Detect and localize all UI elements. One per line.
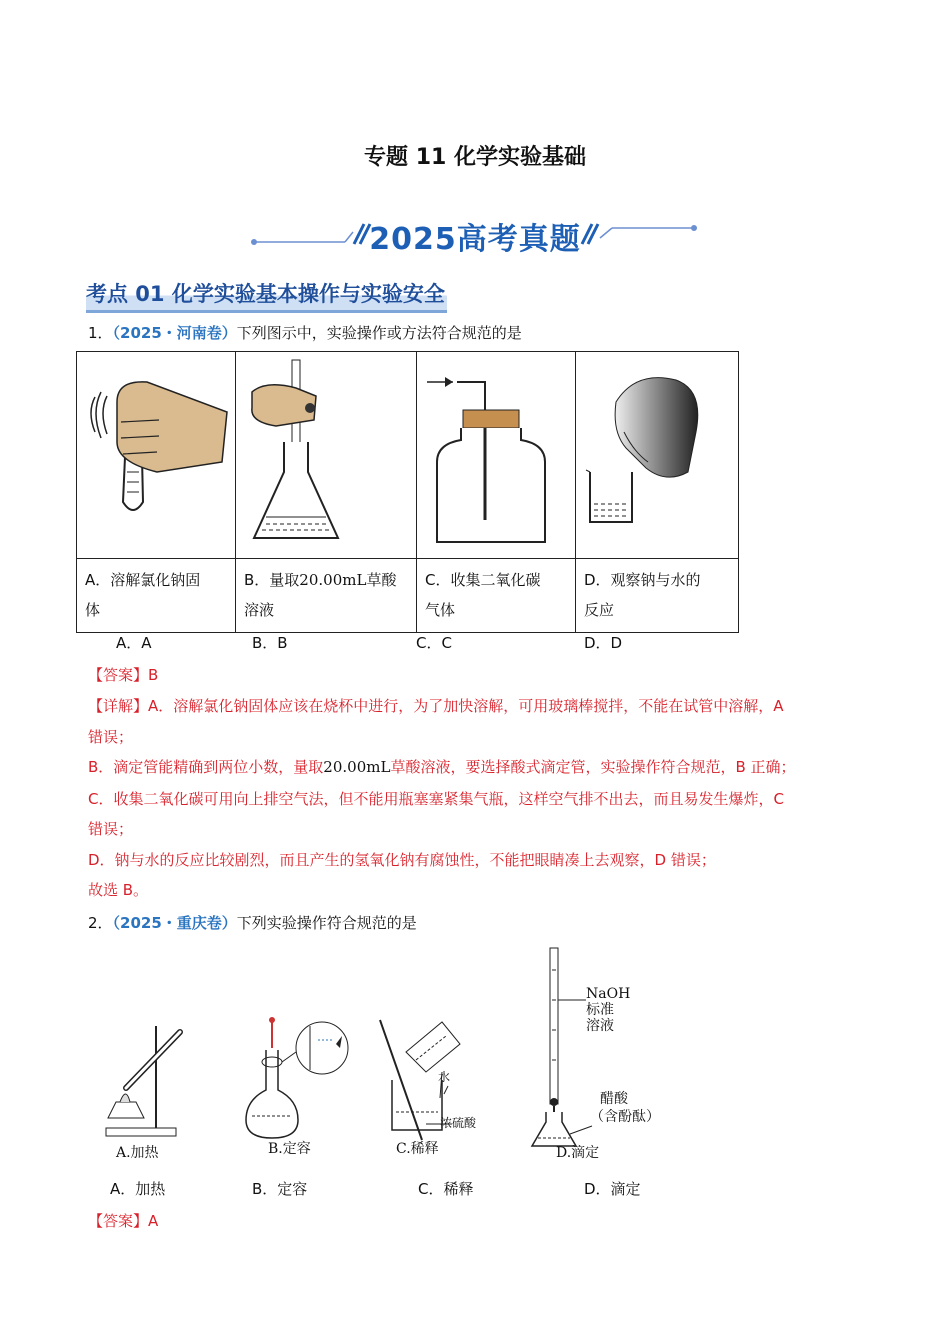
question-source: （2025・重庆卷） <box>112 914 237 932</box>
volumetric-flask <box>246 1017 348 1138</box>
option-a-caption <box>77 559 236 633</box>
section-heading: 考点 01 化学实验基本操作与实验安全 <box>86 278 447 313</box>
caption-line: 气体 <box>425 601 456 619</box>
detail-line-6: D．钠与水的反应比较剧烈，而且产生的氢氧化钠有腐蚀性，不能把眼睛凑上去观察，D 错误； <box>88 851 716 869</box>
label-line: 标准 <box>586 1002 614 1018</box>
choice-a[interactable]: A．加热 <box>110 1180 166 1198</box>
detail-line-4: C．收集二氧化碳可用向上排空气法，但不能用瓶塞塞紧集气瓶，这样空气排不出去，而且易发生爆炸，C <box>88 790 784 808</box>
figure-label-acid: 浓硫酸 <box>440 1116 477 1130</box>
figure-label-naoh <box>586 986 630 1034</box>
caption-line: 体 <box>85 601 101 619</box>
question-source: （2025・河南卷） <box>112 324 237 342</box>
banner-title: 2025高考真题 <box>369 222 581 257</box>
caption-line: A．溶解氯化钠固 <box>85 571 201 589</box>
page-title: 专题 11 化学实验基础 <box>364 145 586 170</box>
choice-d[interactable]: D．D <box>584 634 623 652</box>
detail-line-5: 错误； <box>88 820 134 838</box>
answer-2: 【答案】A <box>88 1212 159 1230</box>
question-1-stem <box>88 322 522 343</box>
detail-line-2: 错误； <box>88 728 134 746</box>
figure-label-water: 水 <box>438 1070 451 1084</box>
test-tube-shaking-figure <box>77 352 235 554</box>
caption-text: B．量取 <box>244 571 300 589</box>
choice-b[interactable]: B．定容 <box>252 1180 308 1198</box>
option-c-caption <box>417 559 576 633</box>
caption-line <box>244 565 408 595</box>
option-c-figure <box>417 352 576 559</box>
caption-value: 20.00mL <box>299 571 367 589</box>
label-line: 溶液 <box>586 1018 614 1034</box>
choice-c[interactable]: C．C <box>416 634 452 652</box>
figure-label-vinegar <box>590 1090 660 1126</box>
choice-b[interactable]: B．B <box>252 634 288 652</box>
option-b-caption <box>236 559 417 633</box>
caption-line: 反应 <box>584 601 615 619</box>
question-number: 1． <box>88 324 113 342</box>
answer-1: 【答案】B <box>88 666 159 684</box>
caption-line: 溶液 <box>244 601 275 619</box>
titration-apparatus <box>532 948 592 1146</box>
caption-line: C．收集二氧化碳 <box>425 571 541 589</box>
detail-text: B．滴定管能精确到两位小数，量取 <box>88 758 324 776</box>
gas-bottle-figure <box>417 352 575 554</box>
caption-text: 草酸 <box>366 571 397 589</box>
detail-line-1: 【详解】A．溶解氯化钠固体应该在烧杯中进行，为了加快溶解，可用玻璃棒搅拌，不能在试管中溶解，A <box>88 697 784 715</box>
label-line: 醋酸 <box>600 1091 628 1107</box>
option-b-figure <box>236 352 417 559</box>
choice-d[interactable]: D．滴定 <box>584 1180 641 1198</box>
detail-line-7: 故选 B。 <box>88 881 149 899</box>
detail-text: 草酸溶液，要选择酸式滴定管，实验操作符合规范，B 正确； <box>390 758 796 776</box>
question-2-stem <box>88 912 417 933</box>
caption-line: D．观察钠与水的 <box>584 571 701 589</box>
question-1-options-table <box>76 351 739 633</box>
option-d-figure <box>576 352 739 559</box>
detail-value: 20.00mL <box>323 758 391 776</box>
burette-flask-figure <box>236 352 416 554</box>
label-line: NaOH <box>586 986 631 1002</box>
figure-label-b: B.定容 <box>268 1141 311 1157</box>
label-line: （含酚酞） <box>590 1109 660 1125</box>
figure-label-a: A.加热 <box>116 1145 159 1161</box>
option-a-figure <box>77 352 236 559</box>
detail-line-3 <box>88 756 796 777</box>
figure-label-c: C.稀释 <box>396 1141 439 1157</box>
heating-apparatus <box>106 1026 180 1136</box>
face-beaker-figure <box>576 352 738 554</box>
choice-a[interactable]: A．A <box>116 634 152 652</box>
choice-c[interactable]: C．稀释 <box>418 1180 474 1198</box>
figure-label-d: D.滴定 <box>556 1145 600 1161</box>
question-text: 下列图示中，实验操作或方法符合规范的是 <box>236 324 522 342</box>
option-d-caption <box>576 559 739 633</box>
question-text: 下列实验操作符合规范的是 <box>236 914 417 932</box>
question-number: 2． <box>88 914 113 932</box>
